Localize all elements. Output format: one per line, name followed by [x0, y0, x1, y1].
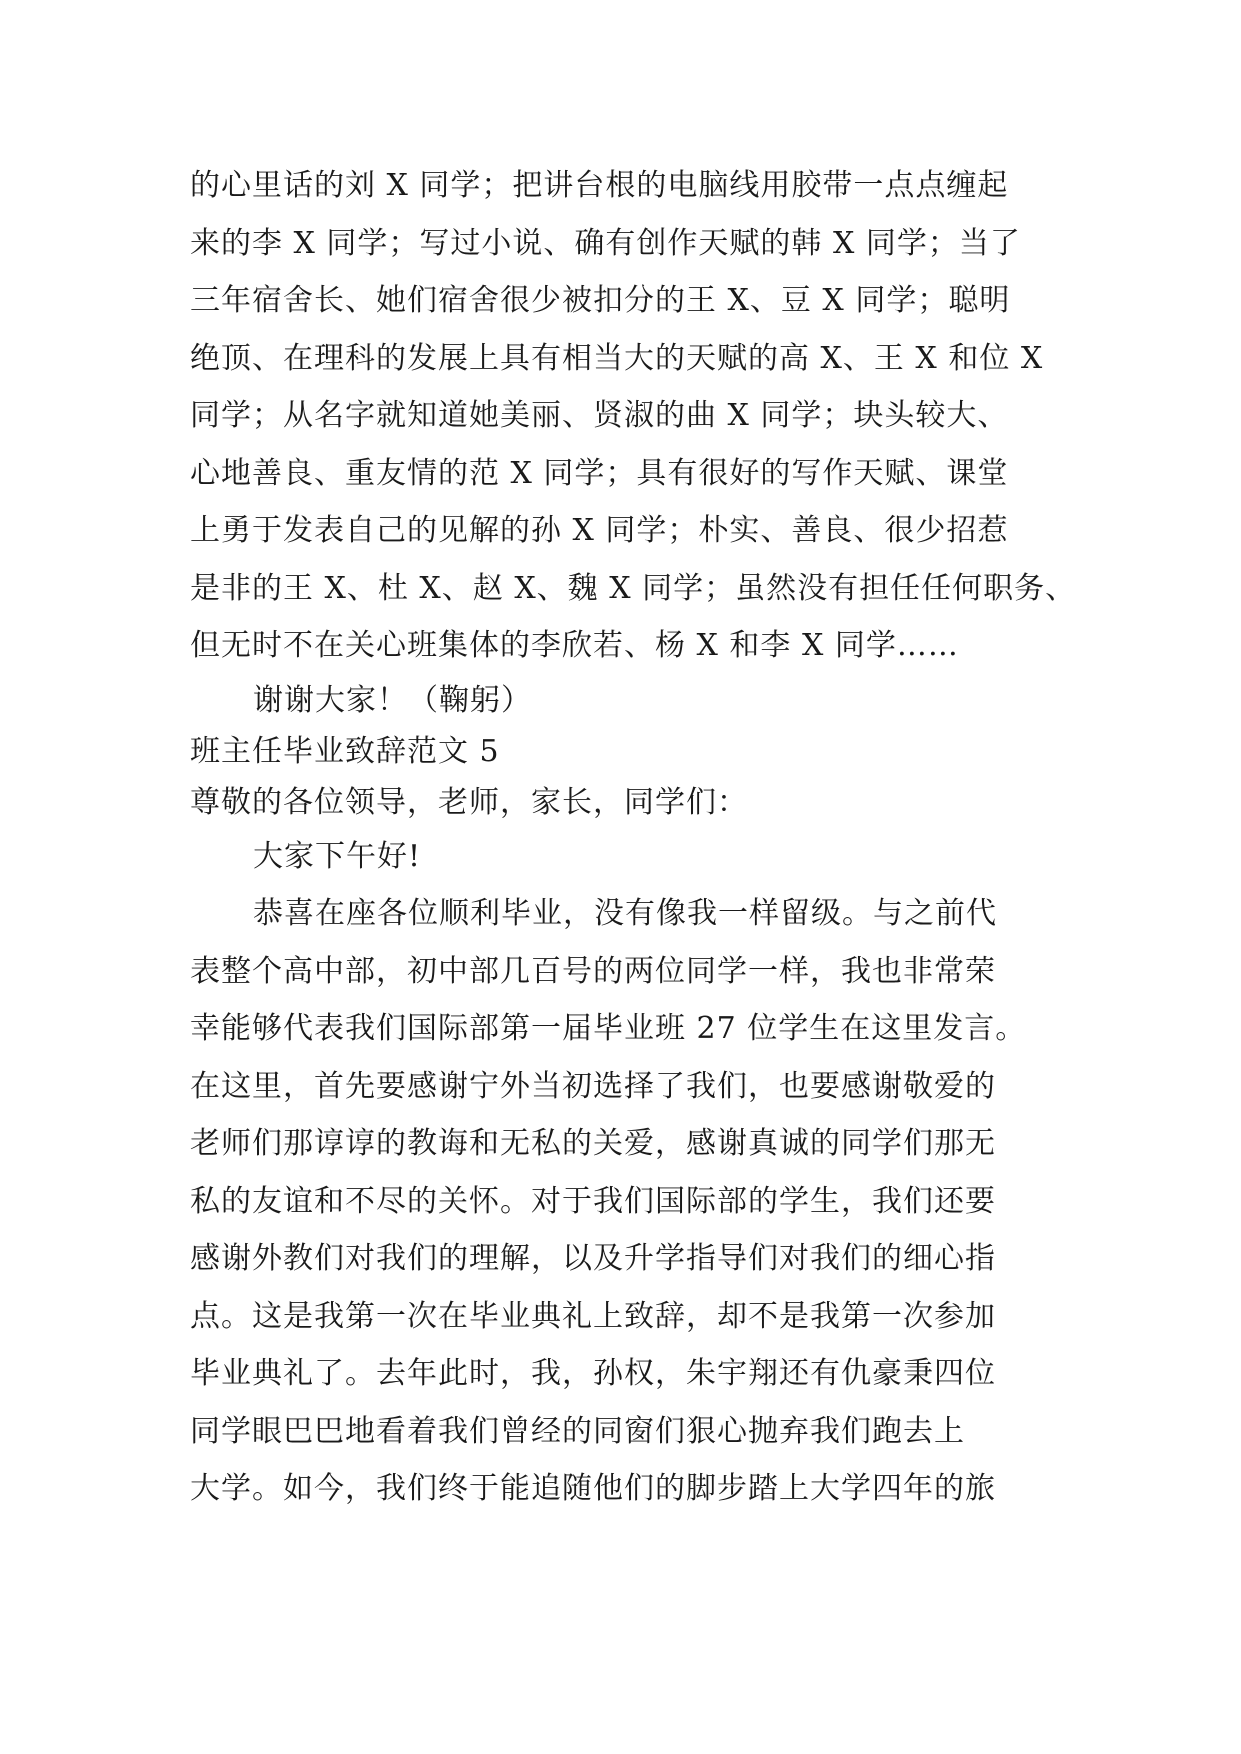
section-heading: 班主任毕业致辞范文 5 — [190, 733, 500, 769]
text-line: 心地善良、重友情的范 X 同学；具有很好的写作天赋、课堂 — [190, 455, 1009, 491]
text-line: 在这里，首先要感谢宁外当初选择了我们，也要感谢敬爱的 — [190, 1068, 996, 1104]
text-line: 幸能够代表我们国际部第一届毕业班 27 位学生在这里发言。 — [190, 1011, 1027, 1046]
text-line: 上勇于发表自己的见解的孙 X 同学；朴实、善良、很少招惹 — [190, 513, 1009, 548]
text-line: 三年宿舍长、她们宿舍很少被扣分的王 X、豆 X 同学；聪明 — [190, 283, 1011, 318]
text-line: 毕业典礼了。去年此时，我，孙权，朱宇翔还有仇豪秉四位 — [190, 1356, 996, 1391]
closing-line: 谢谢大家！（鞠躬） — [253, 682, 532, 718]
text-line: 感谢外教们对我们的理解，以及升学指导们对我们的细心指 — [190, 1241, 996, 1276]
text-line: 点。这是我第一次在毕业典礼上致辞，却不是我第一次参加 — [190, 1298, 996, 1334]
salutation: 尊敬的各位领导，老师，家长，同学们： — [190, 784, 748, 820]
text-line: 同学；从名字就知道她美丽、贤淑的曲 X 同学；块头较大、 — [190, 398, 1009, 433]
text-line: 绝顶、在理科的发展上具有相当大的天赋的高 X、王 X 和位 X — [190, 340, 1044, 376]
text-line: 的心里话的刘 X 同学；把讲台根的电脑线用胶带一点点缠起 — [190, 168, 1009, 203]
text-line: 同学眼巴巴地看着我们曾经的同窗们狠心抛弃我们跑去上 — [190, 1413, 965, 1449]
text-line: 大学。如今，我们终于能追随他们的脚步踏上大学四年的旅 — [190, 1471, 996, 1506]
text-line: 但无时不在关心班集体的李欣若、杨 X 和李 X 同学…… — [190, 628, 959, 663]
document-body — [190, 157, 1077, 1518]
text-line: 是非的王 X、杜 X、赵 X、魏 X 同学；虽然没有担任任何职务、 — [190, 570, 1077, 606]
text-line: 表整个高中部，初中部几百号的两位同学一样，我也非常荣 — [190, 953, 996, 989]
text-line: 私的友谊和不尽的关怀。对于我们国际部的学生，我们还要 — [190, 1183, 996, 1219]
paragraph-start: 恭喜在座各位顺利毕业，没有像我一样留级。与之前代 — [253, 896, 997, 931]
text-line: 来的李 X 同学；写过小说、确有创作天赋的韩 X 同学；当了 — [190, 225, 1021, 261]
greeting: 大家下午好! — [253, 838, 422, 874]
text-line: 老师们那谆谆的教诲和无私的关爱，感谢真诚的同学们那无 — [190, 1126, 996, 1161]
